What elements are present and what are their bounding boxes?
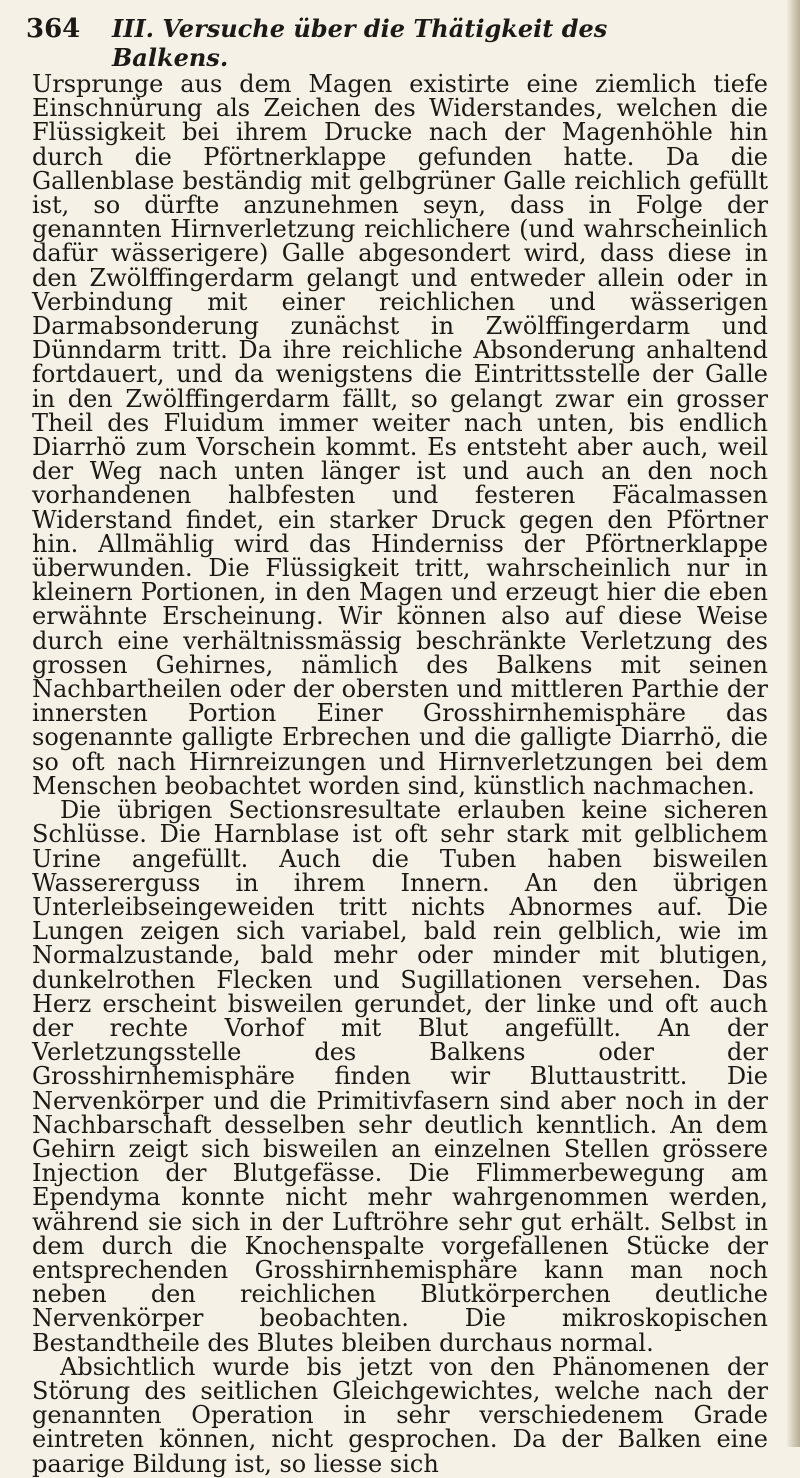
body-text xyxy=(32,72,768,1476)
page-number: 364 xyxy=(26,14,81,44)
running-title: III. Versuche über die Thätigkeit des Balkens. xyxy=(112,14,608,72)
paragraph: Ursprunge aus dem Magen existirte eine ziemlich tiefe Einschnürung als Zeichen des Widerstandes, welchen die Flüssigkeit bei ihrem Drucke nach der Magenhöhle hin durch die Pförtnerklappe gefunden hatte. Da die Gallenblase beständig mit gelbgrüner Galle reichlich gefüllt ist, so dürfte anzunehmen seyn, dass in Folge der genannten Hirnverletzung reichlichere (und wahrscheinlich dafür wässerigere) Galle abgesondert wird, dass diese in den Zwölffingerdarm gelangt und entweder allein oder in Verbindung mit einer reichlichen und wässerigen Darmabsonderung zunächst in Zwölffingerdarm und Dünndarm tritt. Da ihre reichliche Absonderung anhaltend fortdauert, und da wenigstens die Eintrittsstelle der Galle in den Zwölffingerdarm fällt, so gelangt zwar ein grosser Theil des Fluidum immer weiter nach unten, bis endlich Diarrhö zum Vorschein kommt. Es entsteht aber auch, weil der Weg nach unten länger ist und auch an den noch vorhandenen halbfesten und festeren Fäcalmassen Widerstand findet, ein starker Druck gegen den Pförtner hin. Allmählig wird das Hinderniss der Pförtnerklappe überwunden. Die Flüssigkeit tritt, wahrscheinlich nur in kleinern Portionen, in den Magen und erzeugt hier die eben erwähnte Erscheinung. Wir können also auf diese Weise durch eine verhältnissmässig beschränkte Verletzung des grossen Gehirnes, nämlich des Balkens mit seinen Nachbartheilen oder der obersten und mittleren Parthie der innersten Portion Einer Grosshirnhemisphäre das sogenannte galligte Erbrechen und die galligte Diarrhö, die so oft nach Hirnreizungen und Hirnverletzungen bei dem Menschen beobachtet worden sind, künstlich nachmachen. xyxy=(32,70,768,800)
page-edge-shadow xyxy=(786,0,800,1447)
paragraph: Absichtlich wurde bis jetzt von den Phänomenen der Störung des seitlichen Gleichgewichtes, welche nach der genannten Operation in sehr verschiedenem Grade eintreten können, nicht gesprochen. Da der Balken eine paarige Bildung ist, so liesse sich xyxy=(32,1352,768,1478)
page-header xyxy=(26,14,766,72)
paragraph: Die übrigen Sectionsresultate erlauben keine sicheren Schlüsse. Die Harnblase ist oft sehr stark mit gelblichem Urine angefüllt. Auch die Tuben haben bisweilen Wassererguss in ihrem Innern. An den übrigen Unterleibseingeweiden tritt nichts Abnormes auf. Die Lungen zeigen sich variabel, bald rein gelblich, wie im Normalzustande, bald mehr oder minder mit blutigen, dunkelrothen Flecken und Sugillationen versehen. Das Herz erscheint bisweilen gerundet, der linke und oft auch der rechte Vorhof mit Blut angefüllt. An der Verletzungsstelle des Balkens oder der Grosshirnhemisphäre finden wir Bluttaustritt. Die Nervenkörper und die Primitivfasern sind aber noch in der Nachbarschaft desselben sehr deutlich kenntlich. An dem Gehirn zeigt sich bisweilen an einzelnen Stellen grössere Injection der Blutgefässe. Die Flimmerbewegung am Ependyma konnte nicht mehr wahrgenommen werden, während sie sich in der Luftröhre sehr gut erhält. Selbst in dem durch die Knochenspalte vorgefallenen Stücke der entsprechenden Grosshirnhemisphäre kann man noch neben den reichlichen Blutkörperchen deutliche Nervenkörper beobachten. Die mikroskopischen Bestandtheile des Blutes bleiben durchaus normal. xyxy=(32,796,768,1357)
